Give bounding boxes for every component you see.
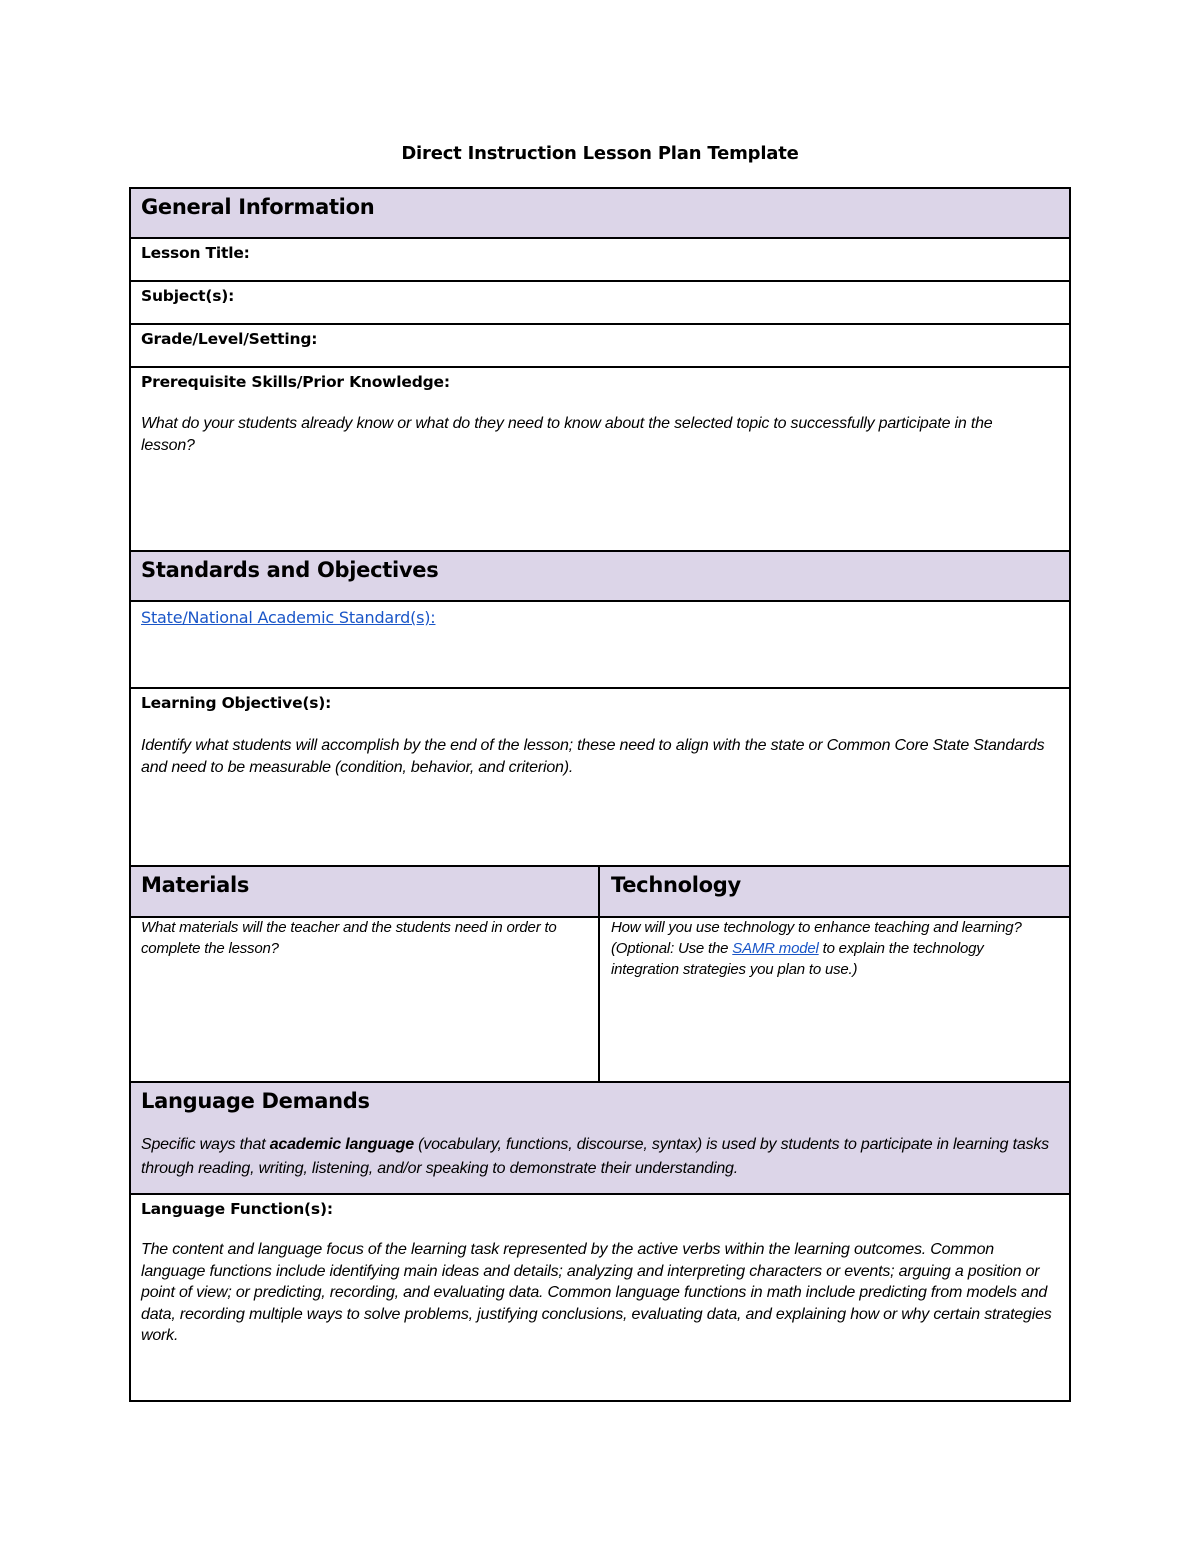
materials-heading: Materials: [141, 873, 250, 897]
document-title: Direct Instruction Lesson Plan Template: [401, 143, 799, 164]
technology-prompt: [611, 917, 1041, 980]
language-demands-heading: Language Demands: [141, 1089, 370, 1113]
academic-language-term: academic language: [269, 1136, 414, 1153]
learning-objectives-prompt: Identify what students will accomplish by the end of the lesson; these need to align with the state or Common Core State Standards and need to be measurable (condition, behavior, and criterion).: [141, 737, 1045, 776]
learning-objectives-label: Learning Objective(s):: [141, 694, 332, 712]
lesson-plan-table: [129, 187, 1071, 1402]
general-information-heading: General Information: [141, 195, 375, 219]
technology-prompt-start: How will you use technology to enhance teaching and learning? (Optional: Use the: [611, 919, 1022, 957]
language-functions-label: Language Function(s):: [141, 1200, 333, 1218]
standards-objectives-heading: Standards and Objectives: [141, 558, 439, 582]
language-demands-intro-start: Specific ways that: [141, 1136, 270, 1153]
grade-level-setting-label: Grade/Level/Setting:: [141, 330, 318, 348]
divider: [129, 323, 1071, 325]
divider: [129, 600, 1071, 602]
divider: [129, 865, 1071, 867]
technology-prompt-end: to explain the technology integration strategies you plan to use.): [611, 940, 984, 978]
language-demands-intro: [141, 1133, 1056, 1181]
lesson-title-label: Lesson Title:: [141, 244, 250, 262]
divider: [129, 687, 1071, 689]
technology-heading: Technology: [611, 873, 741, 897]
divider: [129, 366, 1071, 368]
language-functions-prompt: The content and language focus of the learning task represented by the active verbs within the learning outcomes. Common language functions include identifying main ideas and details; analyzing and interpreting characters or events; arguing a position or point of view; or predicting, recording, and evaluating data. Common language functions in math include predicting from models and data, recording multiple ways to solve problems, justifying conclusions, evaluating data, and explaining how or why certain strategies work.: [141, 1241, 1052, 1344]
divider: [129, 1081, 1071, 1083]
subjects-label: Subject(s):: [141, 287, 235, 305]
language-demands-intro-end: (vocabulary, functions, discourse, syntax) is used by students to participate in learning tasks through reading, writing, listening, and/or speaking to demonstrate their understanding.: [141, 1136, 1049, 1177]
column-divider: [598, 866, 600, 1082]
standards-link[interactable]: State/National Academic Standard(s):: [141, 608, 436, 627]
divider: [129, 1193, 1071, 1195]
materials-prompt: What materials will the teacher and the students need in order to complete the lesson?: [141, 919, 557, 957]
samr-model-link[interactable]: SAMR model: [732, 940, 819, 957]
divider: [129, 550, 1071, 552]
divider: [129, 237, 1071, 239]
divider: [129, 280, 1071, 282]
prerequisite-prompt: What do your students already know or what do they need to know about the selected topic to successfully participate in the lesson?: [141, 415, 993, 454]
prerequisite-skills-label: Prerequisite Skills/Prior Knowledge:: [141, 373, 450, 391]
